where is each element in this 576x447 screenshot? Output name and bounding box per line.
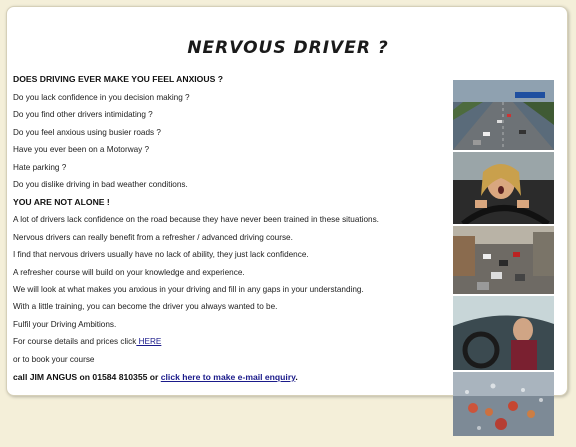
email-enquiry-link[interactable]: click here to make e-mail enquiry: [160, 372, 296, 382]
call-suffix: .: [295, 372, 298, 382]
paragraph-6: With a little training, you can become the driver you always wanted to be.: [13, 302, 278, 311]
question-2: Do you find other drivers intimidating ?: [13, 110, 153, 119]
paragraph-2: Nervous drivers can really benefit from a refresher / advanced driving course.: [13, 233, 293, 242]
question-6: Do you dislike driving in bad weather conditions.: [13, 180, 188, 189]
heading-not-alone: YOU ARE NOT ALONE !: [13, 197, 110, 207]
paragraph-1: A lot of drivers lack confidence on the road because they have never been trained in these situations.: [13, 215, 379, 224]
question-1: Do you lack confidence in you decision making ?: [13, 93, 190, 102]
here-link[interactable]: HERE: [136, 337, 162, 346]
course-details-text: For course details and prices click: [13, 337, 137, 346]
question-5: Hate parking ?: [13, 163, 67, 172]
call-line: [13, 372, 298, 382]
question-4: Have you ever been on a Motorway ?: [13, 145, 150, 154]
bad-weather-photo: [453, 372, 554, 436]
question-3: Do you feel anxious using busier roads ?: [13, 128, 161, 137]
paragraph-4: A refresher course will build on your knowledge and experience.: [13, 268, 245, 277]
paragraph-3: I find that nervous drivers usually have no lack of ability, they just lack confidence.: [13, 250, 309, 259]
page-title: NERVOUS DRIVER ?: [187, 38, 389, 58]
busy-road-photo: [453, 226, 554, 294]
motorway-photo: [453, 80, 554, 150]
anxious-driver-photo: [453, 152, 554, 224]
course-details-line: [13, 337, 161, 346]
heading-anxious: DOES DRIVING EVER MAKE YOU FEEL ANXIOUS ?: [13, 74, 223, 84]
book-line: or to book your course: [13, 355, 95, 364]
car-interior-photo: [453, 296, 554, 370]
photo-strip: [453, 80, 554, 436]
paragraph-5: We will look at what makes you anxious in your driving and fill in any gaps in your understanding.: [13, 285, 364, 294]
paragraph-7: Fulfil your Driving Ambitions.: [13, 320, 117, 329]
phone-text: call JIM ANGUS on 01584 810355 or: [13, 372, 161, 382]
